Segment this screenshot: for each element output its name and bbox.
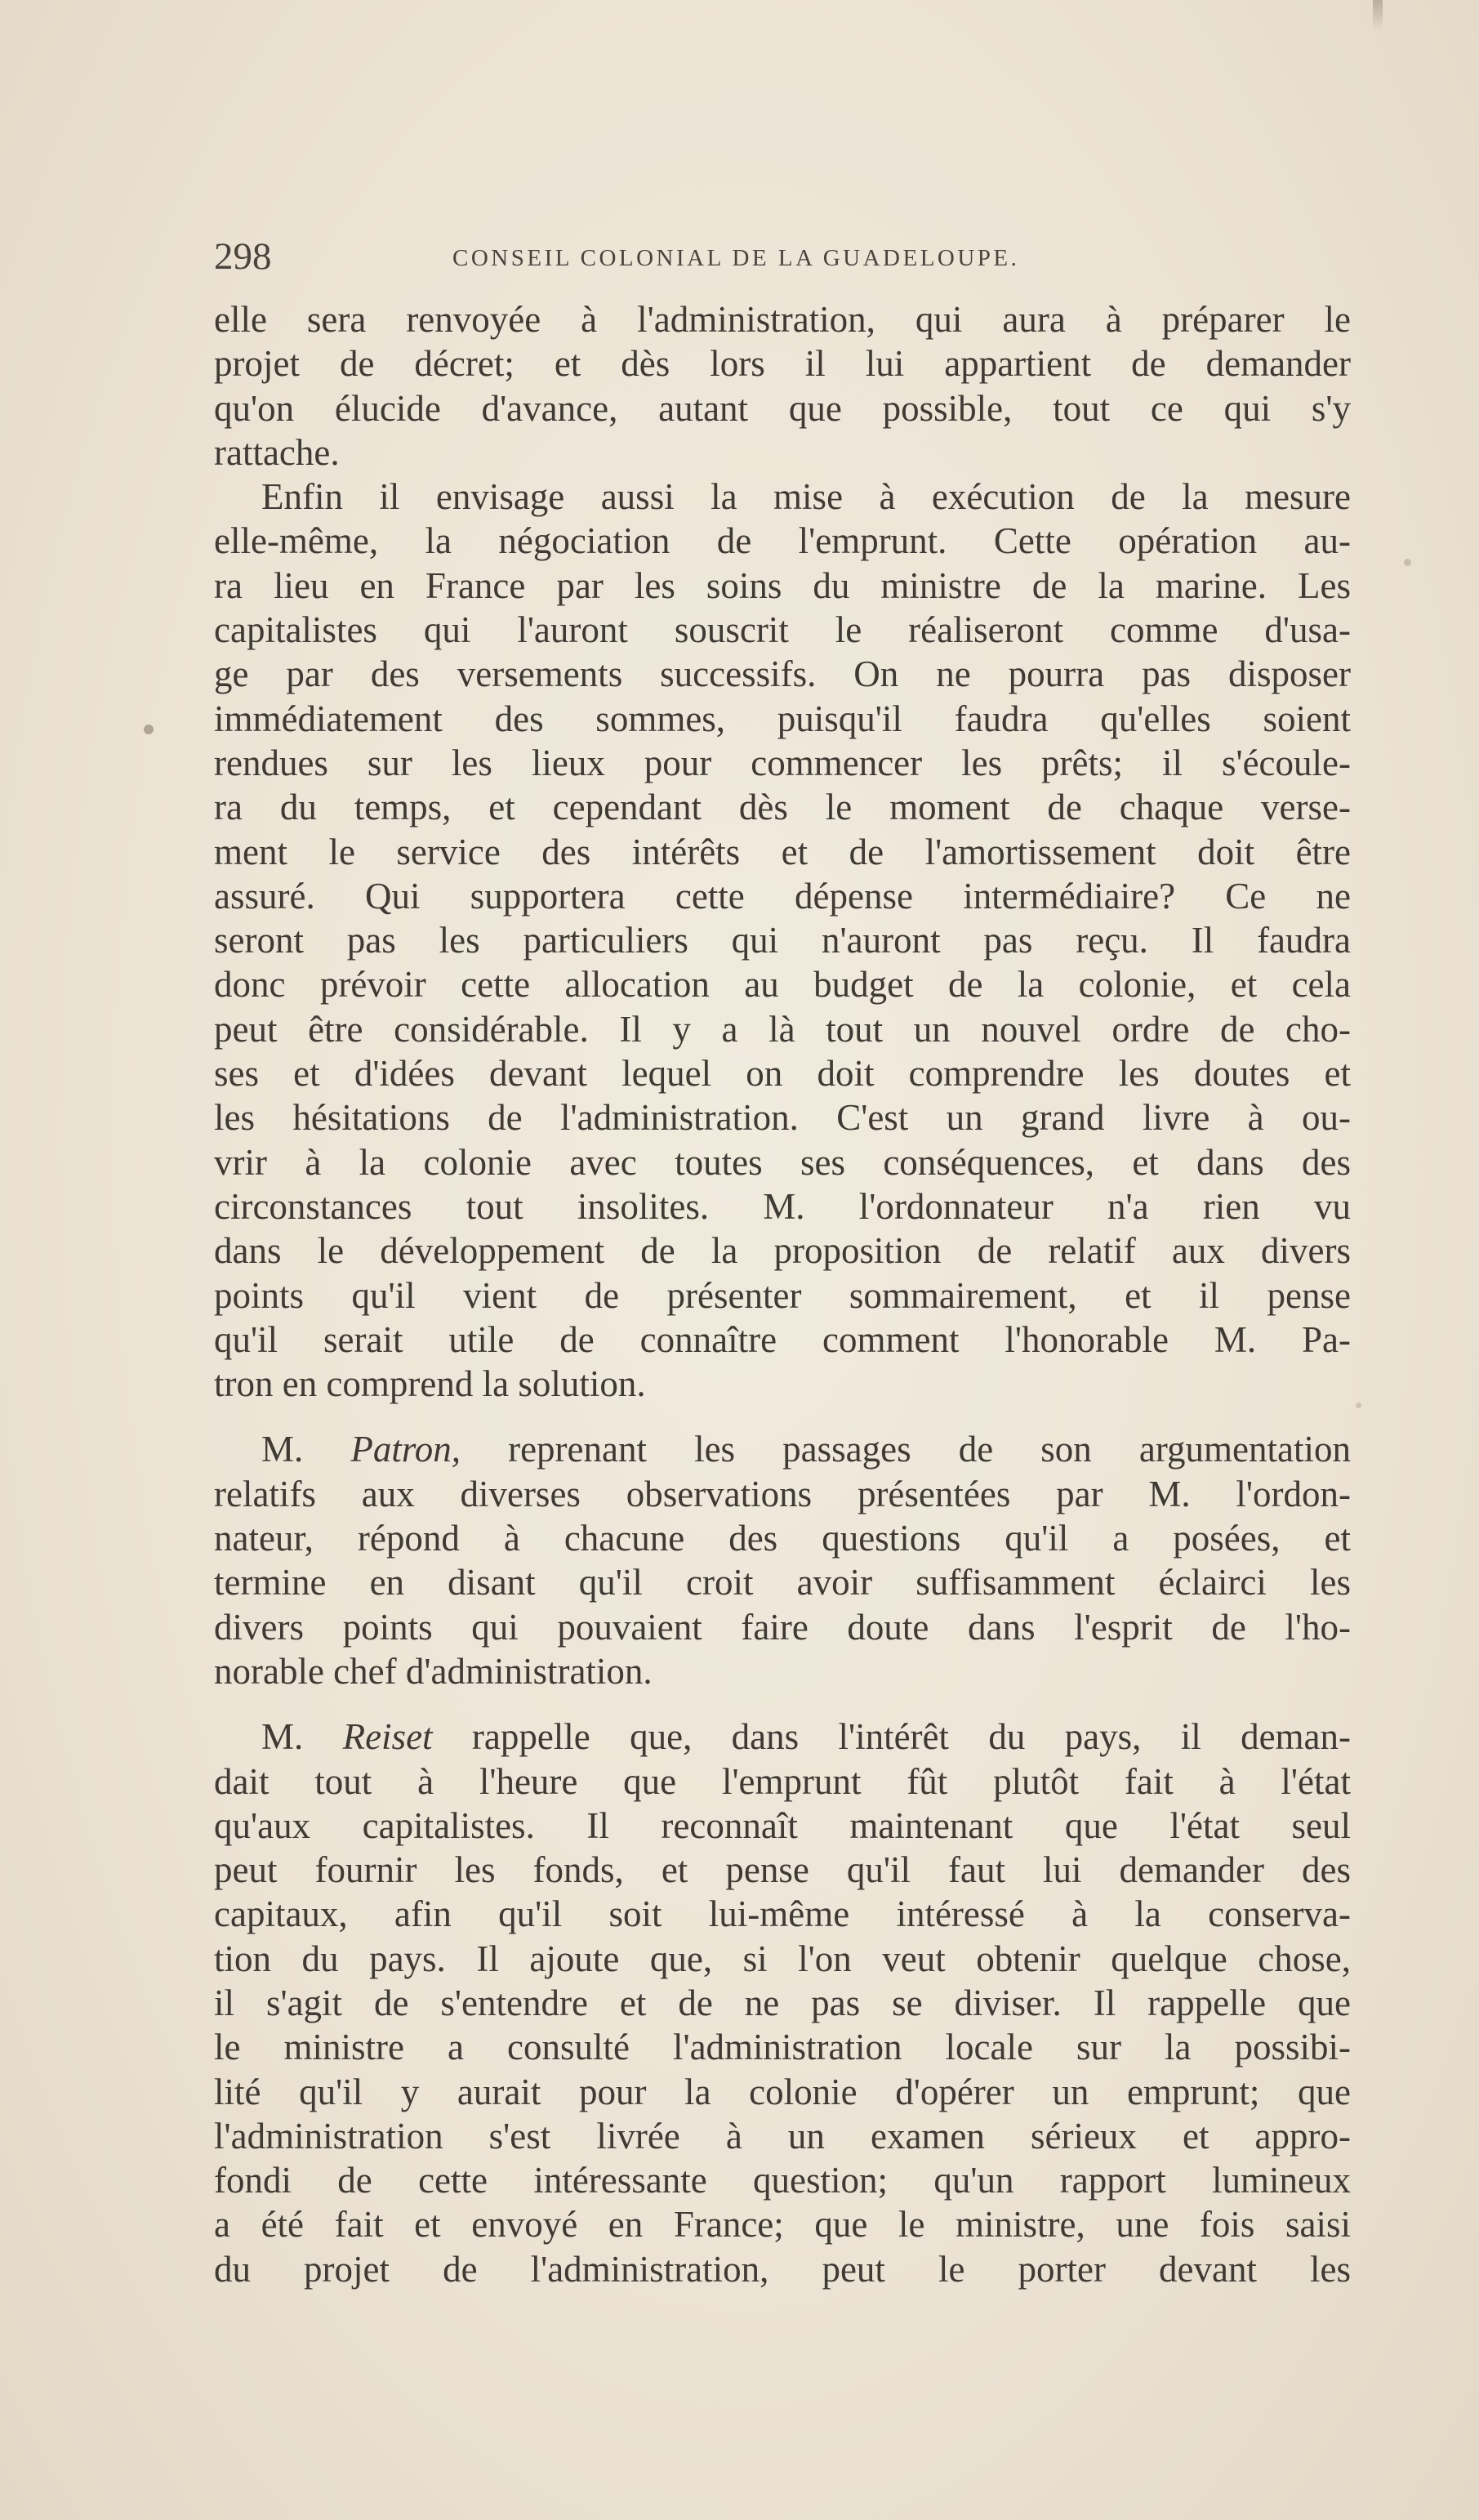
text-line: capitalistes qui l'auront souscrit le réaliseront comme d'usa-	[214, 609, 1351, 651]
text-line: tron en comprend la solution.	[214, 1363, 646, 1405]
text-line: vrir à la colonie avec toutes ses conséquences, et dans des	[214, 1141, 1351, 1183]
text-line: dait tout à l'heure que l'emprunt fût plutôt fait à l'état	[214, 1760, 1351, 1802]
paragraph-spacer	[214, 1406, 1351, 1427]
text-line: nateur, répond à chacune des questions qu'il a posées, et	[214, 1518, 1351, 1559]
paragraph	[214, 297, 1351, 475]
text-line: qu'aux capitalistes. Il reconnaît maintenant que l'état seul	[214, 1804, 1351, 1846]
text-line: peut fournir les fonds, et pense qu'il faut lui demander des	[214, 1849, 1351, 1891]
text-line: qu'on élucide d'avance, autant que possible, tout ce qui s'y	[214, 387, 1351, 429]
paper-spot	[1404, 559, 1411, 566]
text-line: du projet de l'administration, peut le porter devant les	[214, 2248, 1351, 2290]
text-line: assuré. Qui supportera cette dépense intermédiaire? Ce ne	[214, 875, 1351, 917]
paragraph	[214, 1715, 1351, 2291]
paper-spot	[144, 725, 154, 734]
page-header	[214, 232, 1351, 281]
text-line: ses et d'idées devant lequel on doit comprendre les doutes et	[214, 1053, 1351, 1095]
text-line: seront pas les particuliers qui n'auront pas reçu. Il faudra	[214, 920, 1351, 961]
running-title: CONSEIL COLONIAL DE LA GUADELOUPE.	[452, 245, 1020, 271]
paper-spot	[1356, 1403, 1361, 1408]
text-line: tion du pays. Il ajoute que, si l'on veut obtenir quelque chose,	[214, 1938, 1351, 1979]
line-continuation: reprenant les passages de son argumentation	[508, 1429, 1352, 1470]
text-line: il s'agit de s'entendre et de ne pas se diviser. Il rappelle que	[214, 1982, 1351, 2023]
text-line	[214, 1715, 1351, 1759]
text-line: ment le service des intérêts et de l'amortissement doit être	[214, 831, 1351, 872]
text-line: peut être considérable. Il y a là tout un nouvel ordre de cho-	[214, 1008, 1351, 1050]
text-line: fondi de cette intéressante question; qu'un rapport lumineux	[214, 2160, 1351, 2201]
text-line: ra du temps, et cependant dès le moment de chaque verse-	[214, 787, 1351, 828]
text-line: immédiatement des sommes, puisqu'il faudra qu'elles soient	[214, 698, 1351, 739]
text-line: dans le développement de la proposition de relatif aux divers	[214, 1230, 1351, 1272]
text-line: a été fait et envoyé en France; que le ministre, une fois saisi	[214, 2204, 1351, 2246]
text-line: termine en disant qu'il croit avoir suffisamment éclairci les	[214, 1562, 1351, 1603]
speaker-name: Patron,	[350, 1429, 461, 1470]
page-number: 298	[214, 235, 272, 278]
speaker-title: M.	[261, 1429, 304, 1470]
line-continuation: rappelle que, dans l'intérêt du pays, il deman-	[471, 1716, 1352, 1758]
text-line: les hésitations de l'administration. C'est un grand livre à ou-	[214, 1097, 1351, 1139]
speaker-title: M.	[261, 1716, 304, 1758]
text-line: divers points qui pouvaient faire doute dans l'esprit de l'ho-	[214, 1606, 1351, 1648]
text-line: relatifs aux diverses observations présentées par M. l'ordon-	[214, 1473, 1351, 1514]
text-line: elle-même, la négociation de l'emprunt. Cette opération au-	[214, 520, 1351, 562]
text-line: projet de décret; et dès lors il lui appartient de demander	[214, 343, 1351, 385]
text-line: elle sera renvoyée à l'administration, qui aura à préparer le	[214, 299, 1351, 340]
text-line: ge par des versements successifs. On ne pourra pas disposer	[214, 653, 1351, 695]
body-text	[214, 297, 1351, 2291]
text-line: capitaux, afin qu'il soit lui-même intéressé à la conserva-	[214, 1893, 1351, 1935]
text-line	[214, 1427, 1351, 1471]
text-line: le ministre a consulté l'administration locale sur la possibi-	[214, 2027, 1351, 2068]
paragraph	[214, 1427, 1351, 1693]
text-line: points qu'il vient de présenter sommairement, et il pense	[214, 1274, 1351, 1316]
page-edge-mark	[1373, 0, 1383, 31]
text-line: lité qu'il y aurait pour la colonie d'opérer un emprunt; que	[214, 2071, 1351, 2112]
text-line: ra lieu en France par les soins du ministre de la marine. Les	[214, 564, 1351, 606]
text-line: donc prévoir cette allocation au budget de la colonie, et cela	[214, 964, 1351, 1006]
text-line: Enfin il envisage aussi la mise à exécution de la mesure	[261, 476, 1351, 518]
text-line: rendues sur les lieux pour commencer les prêts; il s'écoule-	[214, 742, 1351, 783]
text-line: rattache.	[214, 431, 340, 473]
text-line: qu'il serait utile de connaître comment l'honorable M. Pa-	[214, 1318, 1351, 1360]
text-line: l'administration s'est livrée à un examen sérieux et appro-	[214, 2115, 1351, 2156]
text-line: circonstances tout insolites. M. l'ordonnateur n'a rien vu	[214, 1185, 1351, 1227]
paragraph	[214, 475, 1351, 1406]
speaker-name: Reiset	[342, 1716, 433, 1758]
paragraph-spacer	[214, 1693, 1351, 1715]
text-line: norable chef d'administration.	[214, 1650, 653, 1692]
